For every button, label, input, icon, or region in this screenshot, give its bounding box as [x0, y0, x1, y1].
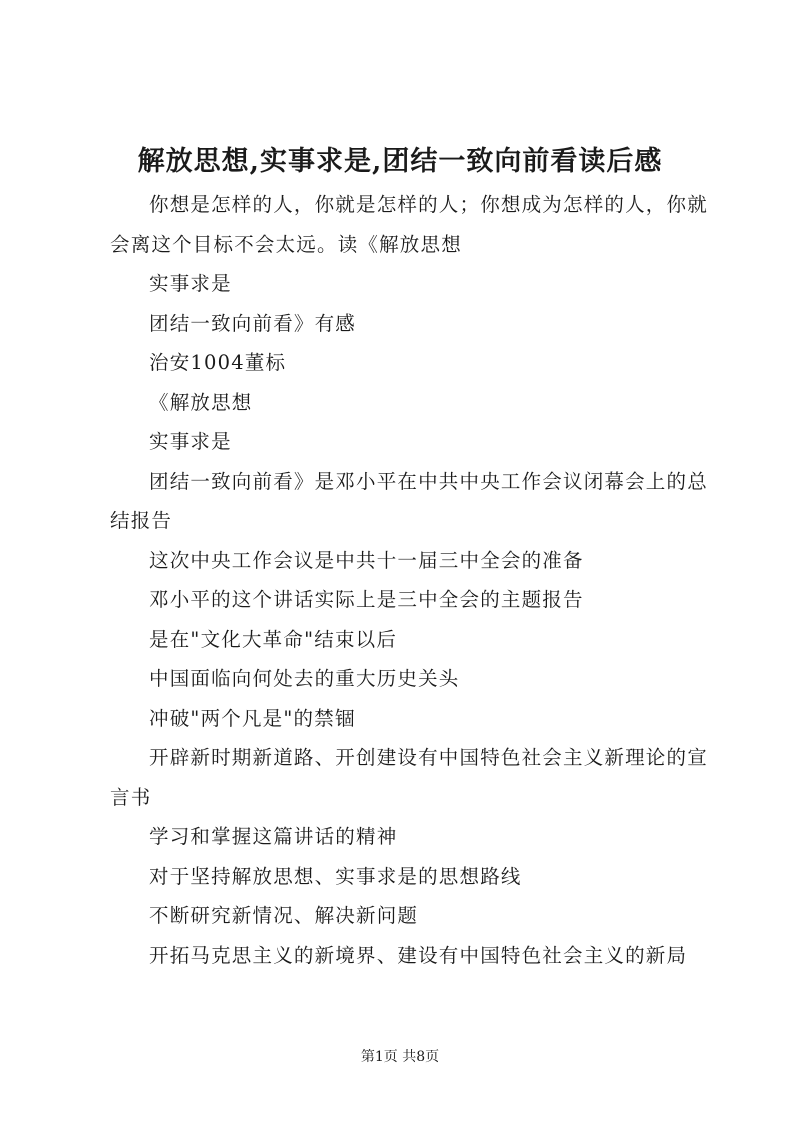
paragraph: 《解放思想: [149, 390, 253, 414]
paragraph: 是在"文化大革命"结束以后: [149, 627, 398, 651]
page-footer: 第1页 共8页: [360, 1049, 440, 1065]
paragraph: 这次中央工作会议是中共十一届三中全会的准备: [149, 548, 584, 572]
paragraph: 学习和掌握这篇讲话的精神: [149, 825, 398, 848]
paragraph: 实事求是: [149, 272, 232, 295]
document-body: [110, 185, 710, 975]
paragraph: 治安1004董标: [149, 351, 287, 374]
paragraph: 中国面临向何处去的重大历史关头: [149, 667, 460, 690]
paragraph: 你想是怎样的人，你就是怎样的人；你想成为怎样的人，你就会离这个目标不会太远。读《解放思想: [110, 193, 708, 256]
paragraph: 团结一致向前看》有感: [149, 311, 357, 335]
paragraph: 开辟新时期新道路、开创建设有中国特色社会主义新理论的宣言书: [110, 746, 708, 809]
paragraph: 不断研究新情况、解决新问题: [149, 904, 419, 927]
document-title: 解放思想,实事求是,团结一致向前看读后感: [137, 146, 663, 177]
paragraph: 实事求是: [149, 430, 232, 453]
paragraph: 团结一致向前看》是邓小平在中共中央工作会议闭幕会上的总结报告: [110, 469, 708, 532]
paragraph: 冲破"两个凡是"的禁锢: [149, 706, 356, 730]
paragraph: 开拓马克思主义的新境界、建设有中国特色社会主义的新局: [149, 943, 688, 967]
paragraph: 邓小平的这个讲话实际上是三中全会的主题报告: [149, 588, 584, 611]
paragraph: 对于坚持解放思想、实事求是的思想路线: [149, 864, 522, 888]
